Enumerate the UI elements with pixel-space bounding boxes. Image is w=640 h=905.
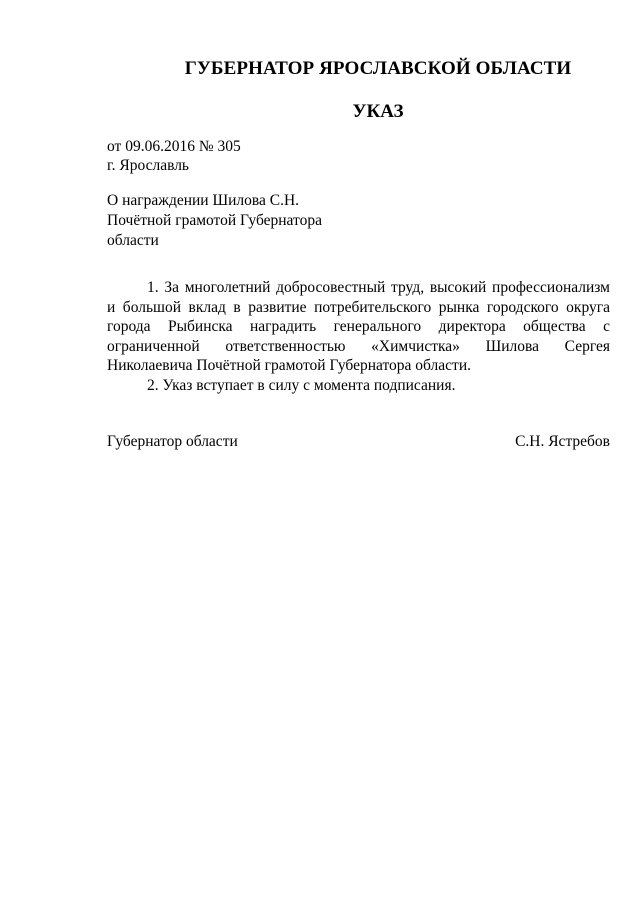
document-body: [107, 278, 610, 395]
date-number: от 09.06.2016 № 305: [107, 138, 241, 155]
paragraph-1: 1. За многолетний добросовестный труд, высокий профессионализм и большой вклад в развитие потребительского рынка городского округа города Рыбинска наградить генерального директора общества с ограниченной ответственностью «Химчистка» Шилова Сергея Николаевича Почётной грамотой Губернатора области.: [107, 279, 610, 374]
document-type: УКАЗ: [352, 101, 404, 122]
place: г. Ярославль: [107, 157, 189, 174]
issuing-authority: ГУБЕРНАТОР ЯРОСЛАВСКОЙ ОБЛАСТИ: [184, 58, 572, 79]
subject-line: Почётной грамотой Губернатора: [107, 212, 322, 229]
document-meta: [107, 137, 241, 175]
subject-line: области: [107, 232, 159, 249]
subject-line: О награждении Шилова С.Н.: [107, 192, 300, 209]
signatory-name: С.Н. Ястребов: [515, 433, 610, 450]
paragraph-2: 2. Указ вступает в силу с момента подписания.: [147, 376, 456, 394]
document-subject: [107, 191, 322, 251]
signatory-position: Губернатор области: [107, 433, 238, 450]
